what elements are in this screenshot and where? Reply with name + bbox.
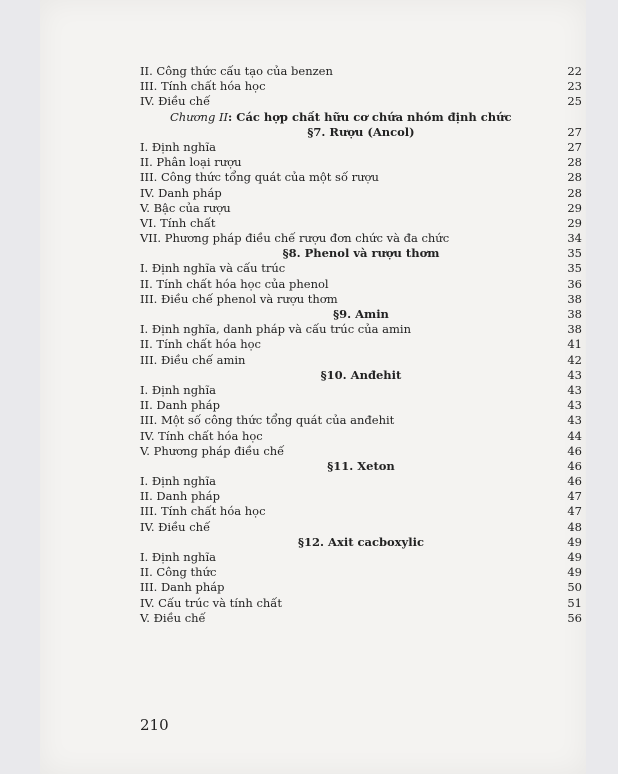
toc-page-number: 38 bbox=[567, 322, 582, 337]
toc-item-title: III. Tính chất hóa học bbox=[140, 79, 266, 94]
toc-item bbox=[140, 413, 582, 428]
toc-item-title: VI. Tính chất bbox=[140, 215, 216, 230]
toc-item bbox=[140, 201, 582, 216]
toc-item bbox=[140, 565, 582, 580]
toc-item bbox=[140, 261, 582, 276]
toc-page-number: 46 bbox=[567, 443, 582, 458]
toc-page-number: 38 bbox=[567, 307, 582, 321]
toc-item bbox=[140, 186, 582, 201]
toc-item-title: II. Phân loại rượu bbox=[140, 155, 242, 170]
toc-item bbox=[140, 277, 582, 292]
toc-page-number: 27 bbox=[567, 139, 582, 154]
toc-page-number: 49 bbox=[567, 565, 582, 580]
toc-item-title: V. Điều chế bbox=[140, 610, 206, 625]
chapter-label: Chương II bbox=[170, 109, 229, 124]
toc-item-title: III. Tính chất hóa học bbox=[140, 504, 266, 519]
toc-item-title: IV. Điều chế bbox=[140, 519, 211, 534]
toc-item bbox=[140, 64, 582, 79]
toc-item-title: V. Phương pháp điều chế bbox=[140, 443, 285, 458]
toc-item bbox=[140, 322, 582, 337]
toc-item-title: I. Định nghĩa bbox=[140, 139, 216, 154]
toc-page-number: 47 bbox=[567, 504, 582, 519]
toc-item-title: III. Điều chế phenol và rượu thơm bbox=[140, 291, 338, 306]
toc-page-number: 47 bbox=[567, 489, 582, 504]
toc-item-title: II. Tính chất hóa học bbox=[140, 337, 261, 352]
toc-item bbox=[140, 474, 582, 489]
toc-section-title: §10. Anđehit bbox=[320, 367, 402, 382]
toc-section bbox=[140, 125, 582, 140]
toc-page-number: 42 bbox=[567, 352, 582, 367]
toc-page-number: 41 bbox=[567, 337, 582, 352]
toc-page-number: 27 bbox=[567, 124, 582, 139]
toc-page-number: 46 bbox=[567, 458, 582, 473]
toc-item bbox=[140, 383, 582, 398]
toc-item-title: III. Một số công thức tổng quát của anđehit bbox=[140, 413, 395, 428]
toc-item bbox=[140, 504, 582, 519]
toc-section-title: §7. Rượu (Ancol) bbox=[307, 124, 415, 139]
toc-item-title: I. Định nghĩa và cấu trúc bbox=[140, 261, 286, 276]
toc-item-title: VII. Phương pháp điều chế rượu đơn chức và đa chức bbox=[140, 231, 450, 246]
toc-page-number: 25 bbox=[567, 94, 582, 109]
toc-item-title: II. Danh pháp bbox=[140, 489, 220, 504]
toc-item-title: II. Tính chất hóa học của phenol bbox=[140, 276, 329, 291]
toc-item bbox=[140, 216, 582, 231]
toc-page-number: 51 bbox=[567, 595, 582, 610]
toc-item-title: III. Điều chế amin bbox=[140, 352, 246, 367]
toc-page-number: 43 bbox=[567, 413, 582, 428]
toc-item bbox=[140, 231, 582, 246]
toc-item-title: II. Công thức cấu tạo của benzen bbox=[140, 64, 333, 78]
toc-page-number: 35 bbox=[567, 246, 582, 261]
toc-item bbox=[140, 580, 582, 595]
toc-item bbox=[140, 596, 582, 611]
toc-item bbox=[140, 292, 582, 307]
toc-item-title: I. Định nghĩa bbox=[140, 550, 216, 564]
toc-section bbox=[140, 307, 582, 322]
toc-page-number: 56 bbox=[567, 610, 582, 625]
toc-item-title: III. Công thức tổng quát của một số rượu bbox=[140, 170, 379, 185]
toc-item-title: I. Định nghĩa bbox=[140, 474, 216, 489]
toc-section bbox=[140, 368, 582, 383]
toc-page-number: 29 bbox=[567, 215, 582, 230]
toc-section bbox=[140, 246, 582, 261]
toc-item bbox=[140, 140, 582, 155]
toc-page-number: 50 bbox=[567, 580, 582, 595]
toc-item-title: III. Danh pháp bbox=[140, 580, 225, 595]
toc-chapter bbox=[140, 110, 582, 125]
toc-item-title: II. Danh pháp bbox=[140, 398, 220, 413]
toc-item-title: II. Công thức bbox=[140, 565, 217, 580]
toc-page-number: 46 bbox=[567, 474, 582, 489]
toc-page-number: 23 bbox=[567, 79, 582, 94]
toc-item-title: I. Định nghĩa bbox=[140, 382, 216, 397]
toc-section bbox=[140, 535, 582, 550]
toc-section-title: §12. Axit cacboxylic bbox=[298, 534, 424, 549]
toc-item bbox=[140, 398, 582, 413]
toc-page-number: 49 bbox=[567, 534, 582, 549]
toc-page-number: 22 bbox=[567, 64, 582, 78]
toc-page-number: 38 bbox=[567, 291, 582, 306]
toc-page-number: 44 bbox=[567, 428, 582, 443]
toc-item bbox=[140, 353, 582, 368]
toc-section-title: §9. Amin bbox=[333, 307, 389, 321]
toc-section-title: §8. Phenol và rượu thơm bbox=[282, 246, 440, 261]
toc-page-number: 34 bbox=[567, 231, 582, 246]
toc-page-number: 36 bbox=[567, 276, 582, 291]
book-page bbox=[40, 0, 586, 774]
toc-item-title: IV. Danh pháp bbox=[140, 185, 222, 200]
toc-item bbox=[140, 155, 582, 170]
toc-chapter-title bbox=[170, 110, 582, 125]
toc-page-number: 28 bbox=[567, 185, 582, 200]
toc-item-title: IV. Tính chất hóa học bbox=[140, 428, 263, 443]
page-number: 210 bbox=[140, 716, 169, 734]
toc-page-number: 35 bbox=[567, 261, 582, 276]
toc-item bbox=[140, 489, 582, 504]
toc-item-title: IV. Cấu trúc và tính chất bbox=[140, 595, 282, 610]
toc-page-number: 43 bbox=[567, 367, 582, 382]
toc-item bbox=[140, 444, 582, 459]
toc-page-number: 28 bbox=[567, 155, 582, 170]
toc-page-number: 48 bbox=[567, 519, 582, 534]
toc-item-title: V. Bậc của rượu bbox=[140, 200, 231, 215]
toc-page-number: 43 bbox=[567, 382, 582, 397]
toc-page-number: 28 bbox=[567, 170, 582, 185]
table-of-contents bbox=[140, 64, 582, 626]
toc-item bbox=[140, 520, 582, 535]
toc-item-title: IV. Điều chế bbox=[140, 94, 211, 109]
toc-item bbox=[140, 94, 582, 109]
toc-item-title: I. Định nghĩa, danh pháp và cấu trúc của amin bbox=[140, 322, 412, 337]
toc-item bbox=[140, 170, 582, 185]
toc-item bbox=[140, 337, 582, 352]
toc-page-number: 49 bbox=[567, 550, 582, 564]
toc-section-title: §11. Xeton bbox=[327, 458, 395, 473]
toc-item bbox=[140, 429, 582, 444]
toc-page-number: 43 bbox=[567, 398, 582, 413]
toc-item bbox=[140, 79, 582, 94]
chapter-name: : Các hợp chất hữu cơ chứa nhóm định chức bbox=[228, 109, 512, 124]
toc-section bbox=[140, 459, 582, 474]
toc-item bbox=[140, 611, 582, 626]
toc-page-number: 29 bbox=[567, 200, 582, 215]
toc-item bbox=[140, 550, 582, 565]
